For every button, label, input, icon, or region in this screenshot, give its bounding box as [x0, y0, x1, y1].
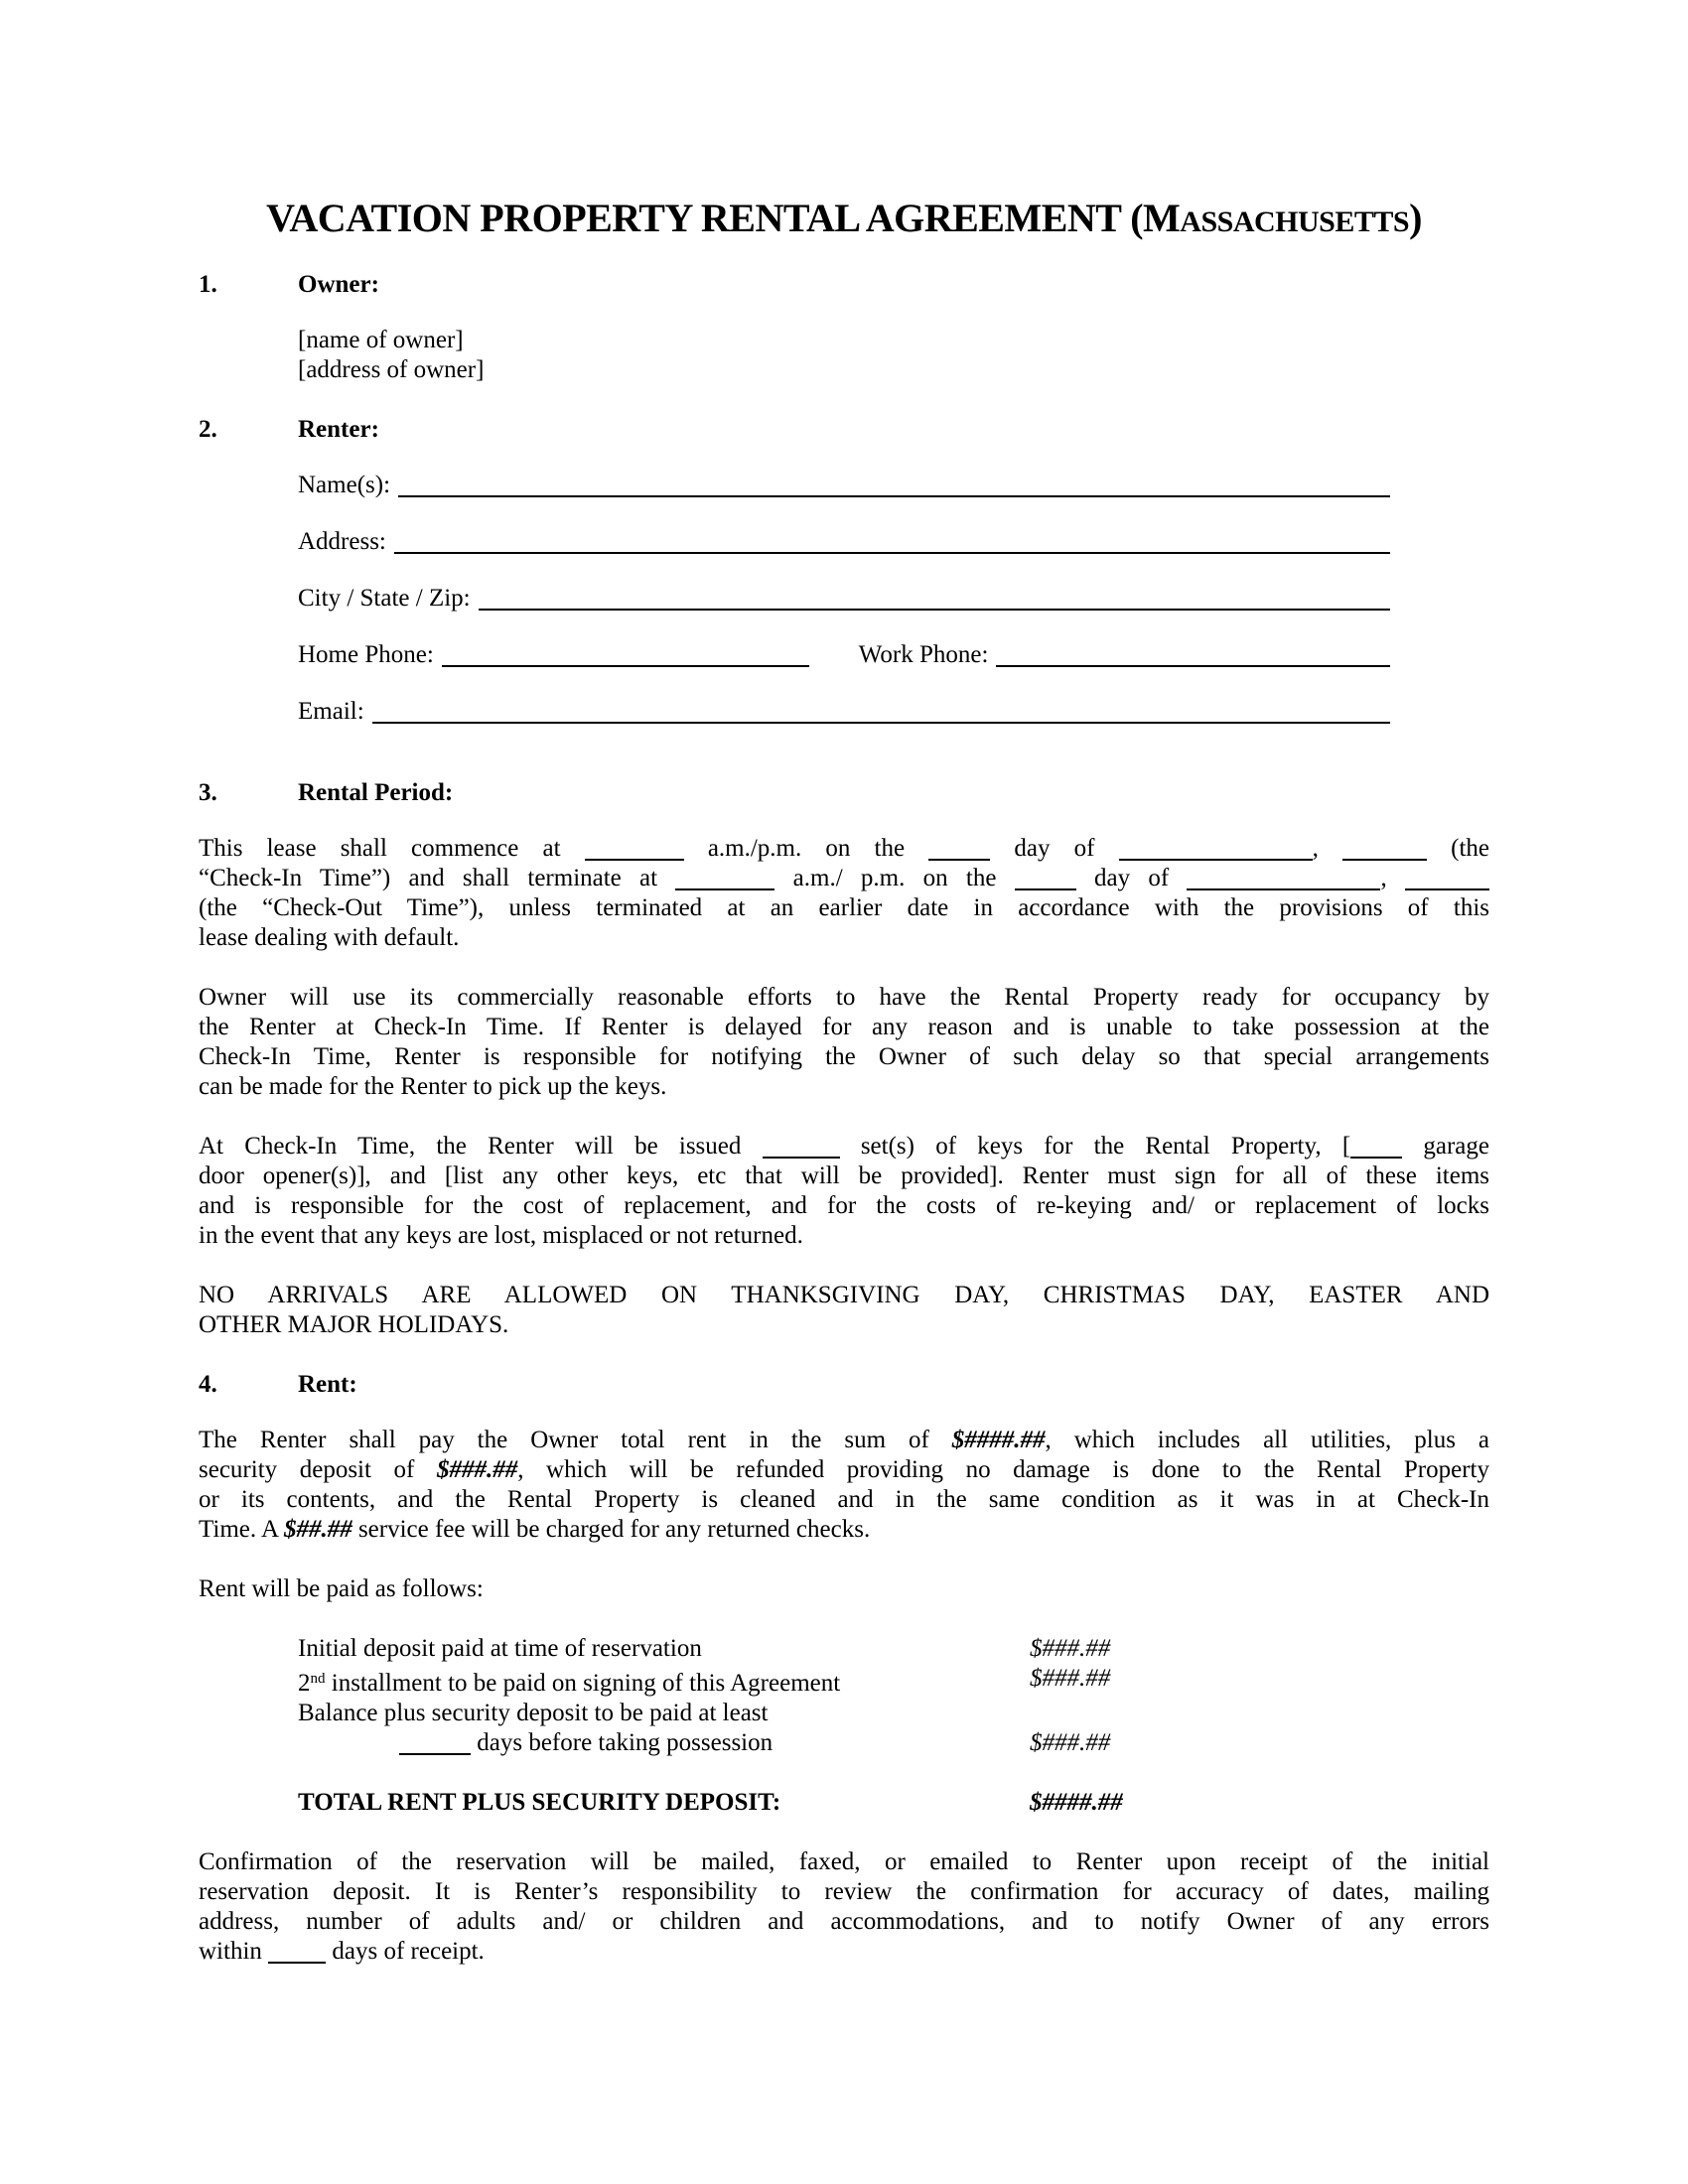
balance-desc-line2: [298, 1728, 1030, 1758]
text-line: [199, 923, 1489, 953]
text-segment: ,: [1380, 865, 1406, 891]
phones-field-row: [298, 640, 1390, 670]
text-line: [199, 1485, 1489, 1515]
section-renter-number: 2.: [199, 416, 217, 443]
text-segment: At Check-In Time, the Renter will be issued: [199, 1133, 763, 1160]
text-segment: day of: [990, 835, 1119, 862]
initial-deposit-desc: Initial deposit paid at time of reservation: [298, 1635, 702, 1662]
owner-address-placeholder: [address of owner]: [298, 356, 485, 383]
section-owner-number: 1.: [199, 271, 217, 298]
payment-row-balance-line2: [298, 1728, 1489, 1758]
text-line: [199, 864, 1489, 893]
title-main: VACATION PROPERTY RENTAL AGREEMENT (M: [266, 196, 1181, 240]
payment-row-initial-deposit: [298, 1634, 1489, 1664]
text-segment: $##.##: [283, 1516, 352, 1543]
text-segment: , which will be refunded providing no damage is done to the Rental Property: [517, 1456, 1489, 1483]
title-smallcaps: ASSACHUSETTS: [1180, 205, 1410, 238]
text-segment: service fee will be charged for any returned checks.: [352, 1516, 871, 1543]
owner-name-placeholder: [name of owner]: [298, 327, 464, 353]
section-rent-title: Rent:: [298, 1371, 357, 1398]
payment-total-row: [298, 1788, 1489, 1818]
text-line: [199, 834, 1489, 864]
commence-terminate-paragraph: [199, 834, 1489, 953]
home-phone-input-line[interactable]: [442, 640, 809, 667]
section-owner-title: Owner:: [298, 271, 379, 298]
text-line: [199, 1013, 1489, 1042]
text-line: [199, 1515, 1489, 1545]
text-line: [199, 1310, 1489, 1340]
section-owner-heading: [199, 270, 1489, 300]
second-installment-ordinal-suffix: nd: [310, 1671, 326, 1687]
total-amount: $####.##: [1030, 1789, 1123, 1816]
occupancy-paragraph: [199, 983, 1489, 1102]
text-segment: address, number of adults and/ or children and accommodations, and to notify Owner of any errors: [199, 1908, 1489, 1935]
blank-fill-in-line[interactable]: [928, 856, 990, 861]
text-segment: OTHER MAJOR HOLIDAYS.: [199, 1311, 509, 1338]
text-segment: door opener(s)], and [list any other keys, etc that will be provided]. Renter must sign for all of these items: [199, 1162, 1489, 1189]
section-rental-period-heading: [199, 778, 1489, 808]
text-line: [199, 893, 1489, 923]
text-segment: day of: [1075, 865, 1188, 891]
text-segment: This lease shall commence at: [199, 835, 585, 862]
text-segment: Time. A: [199, 1516, 284, 1543]
home-phone-label: Home Phone:: [298, 641, 434, 668]
address-input-line[interactable]: [394, 527, 1390, 554]
text-segment: garage: [1402, 1133, 1489, 1160]
payment-row-second-installment: [298, 1664, 1489, 1699]
blank-fill-in-line[interactable]: [1015, 886, 1076, 890]
text-line: [199, 1191, 1489, 1221]
days-before-possession-blank[interactable]: [399, 1750, 471, 1755]
text-line: [199, 1072, 1489, 1102]
names-label: Name(s):: [298, 472, 391, 498]
text-segment: NO ARRIVALS ARE ALLOWED ON THANKSGIVING DAY, CHRISTMAS DAY, EASTER AND: [199, 1282, 1489, 1308]
payment-row-balance-line1: [298, 1699, 1489, 1728]
text-segment: days of receipt.: [326, 1938, 485, 1965]
work-phone-label: Work Phone:: [858, 641, 989, 668]
blank-fill-in-line[interactable]: [268, 1959, 326, 1964]
section-rental-period-number: 3.: [199, 779, 217, 806]
text-segment: $####.##: [951, 1427, 1046, 1453]
text-segment: set(s) of keys for the Rental Property, [: [839, 1133, 1351, 1160]
text-segment: (the: [1427, 835, 1490, 862]
text-segment: security deposit of: [199, 1456, 437, 1483]
title-close-paren: ): [1409, 196, 1422, 240]
address-label: Address:: [298, 528, 386, 555]
balance-days-text: days before taking possession: [471, 1729, 774, 1756]
text-line: [199, 1132, 1489, 1161]
text-line: [199, 1937, 1489, 1967]
text-line: [199, 1281, 1489, 1310]
text-line: [199, 983, 1489, 1013]
city-state-zip-label: City / State / Zip:: [298, 585, 471, 612]
names-input-line[interactable]: [398, 471, 1390, 497]
section-renter-title: Renter:: [298, 416, 379, 443]
second-installment-number: 2: [298, 1670, 311, 1697]
blank-fill-in-line[interactable]: [763, 1154, 840, 1159]
text-line: [199, 1877, 1489, 1907]
address-field-row: [298, 527, 1390, 557]
city-state-zip-input-line[interactable]: [479, 584, 1390, 611]
text-line: [199, 1042, 1489, 1072]
second-installment-desc: [298, 1664, 1030, 1699]
blank-fill-in-line[interactable]: [1119, 856, 1313, 861]
email-label: Email:: [298, 698, 364, 725]
rent-sum-paragraph: [199, 1426, 1489, 1545]
text-line: [199, 1161, 1489, 1191]
text-segment: in the event that any keys are lost, misplaced or not returned.: [199, 1222, 803, 1249]
city-state-zip-field-row: [298, 584, 1390, 614]
text-line: [199, 1455, 1489, 1485]
second-installment-amount: $###.##: [1030, 1665, 1111, 1692]
text-segment: reservation deposit. It is Renter’s responsibility to review the confirmation for accuracy of dates, mailing: [199, 1878, 1489, 1905]
email-input-line[interactable]: [372, 697, 1390, 724]
blank-fill-in-line[interactable]: [675, 886, 774, 890]
keys-paragraph: [199, 1132, 1489, 1251]
page-title: [199, 195, 1489, 246]
section-renter-heading: [199, 415, 1489, 445]
text-segment: $###.##: [436, 1456, 518, 1483]
rent-paid-intro: Rent will be paid as follows:: [199, 1575, 484, 1602]
no-arrivals-paragraph: [199, 1281, 1489, 1340]
text-segment: lease dealing with default.: [199, 924, 460, 951]
text-segment: The Renter shall pay the Owner total rent in the sum of: [199, 1427, 952, 1453]
text-segment: “Check-In Time”) and shall terminate at: [199, 865, 676, 891]
blank-fill-in-line[interactable]: [1405, 886, 1489, 890]
blank-fill-in-line[interactable]: [1350, 1154, 1402, 1159]
email-field-row: [298, 697, 1390, 727]
text-segment: Check-In Time, Renter is responsible for notifying the Owner of such delay so that special arrangements: [199, 1043, 1489, 1070]
balance-desc-line1: Balance plus security deposit to be paid at least: [298, 1700, 769, 1726]
text-segment: Owner will use its commercially reasonable efforts to have the Rental Property ready for occupancy by: [199, 984, 1489, 1011]
balance-amount: $###.##: [1030, 1729, 1111, 1756]
section-rental-period-title: Rental Period:: [298, 779, 454, 806]
text-segment: and is responsible for the cost of replacement, and for the costs of re-keying and/ or replacement of locks: [199, 1192, 1489, 1219]
blank-fill-in-line[interactable]: [1187, 886, 1380, 890]
text-segment: a.m./ p.m. on the: [774, 865, 1015, 891]
section-rent-heading: [199, 1370, 1489, 1400]
confirmation-paragraph: [199, 1847, 1489, 1967]
text-segment: (the “Check-Out Time”), unless terminated at an earlier date in accordance with the provisions of this: [199, 894, 1489, 921]
second-installment-text: installment to be paid on signing of this Agreement: [325, 1670, 841, 1697]
owner-info-block: [298, 326, 1489, 385]
text-segment: ,: [1312, 835, 1342, 862]
text-segment: can be made for the Renter to pick up the keys.: [199, 1073, 667, 1100]
renter-form: [298, 471, 1390, 727]
text-segment: a.m./p.m. on the: [683, 835, 929, 862]
text-segment: Confirmation of the reservation will be mailed, faxed, or emailed to Renter upon receipt of the initial: [199, 1848, 1489, 1875]
phone-fields-gap: [809, 640, 859, 670]
total-label: TOTAL RENT PLUS SECURITY DEPOSIT:: [298, 1789, 781, 1816]
text-segment: within: [199, 1938, 269, 1965]
section-rent-number: 4.: [199, 1371, 217, 1398]
names-field-row: [298, 471, 1390, 500]
blank-fill-in-line[interactable]: [1342, 856, 1427, 861]
payment-schedule: [298, 1634, 1489, 1818]
blank-fill-in-line[interactable]: [585, 856, 684, 861]
text-line: [199, 1221, 1489, 1251]
work-phone-input-line[interactable]: [996, 640, 1390, 667]
text-line: [199, 1907, 1489, 1937]
text-segment: , which includes all utilities, plus a: [1045, 1427, 1489, 1453]
text-segment: the Renter at Check-In Time. If Renter is delayed for any reason and is unable to take possession at the: [199, 1014, 1489, 1040]
text-line: [199, 1847, 1489, 1877]
text-segment: or its contents, and the Rental Property is cleaned and in the same condition as it was in at Check-In: [199, 1486, 1489, 1513]
initial-deposit-amount: $###.##: [1030, 1635, 1111, 1662]
text-line: [199, 1426, 1489, 1455]
